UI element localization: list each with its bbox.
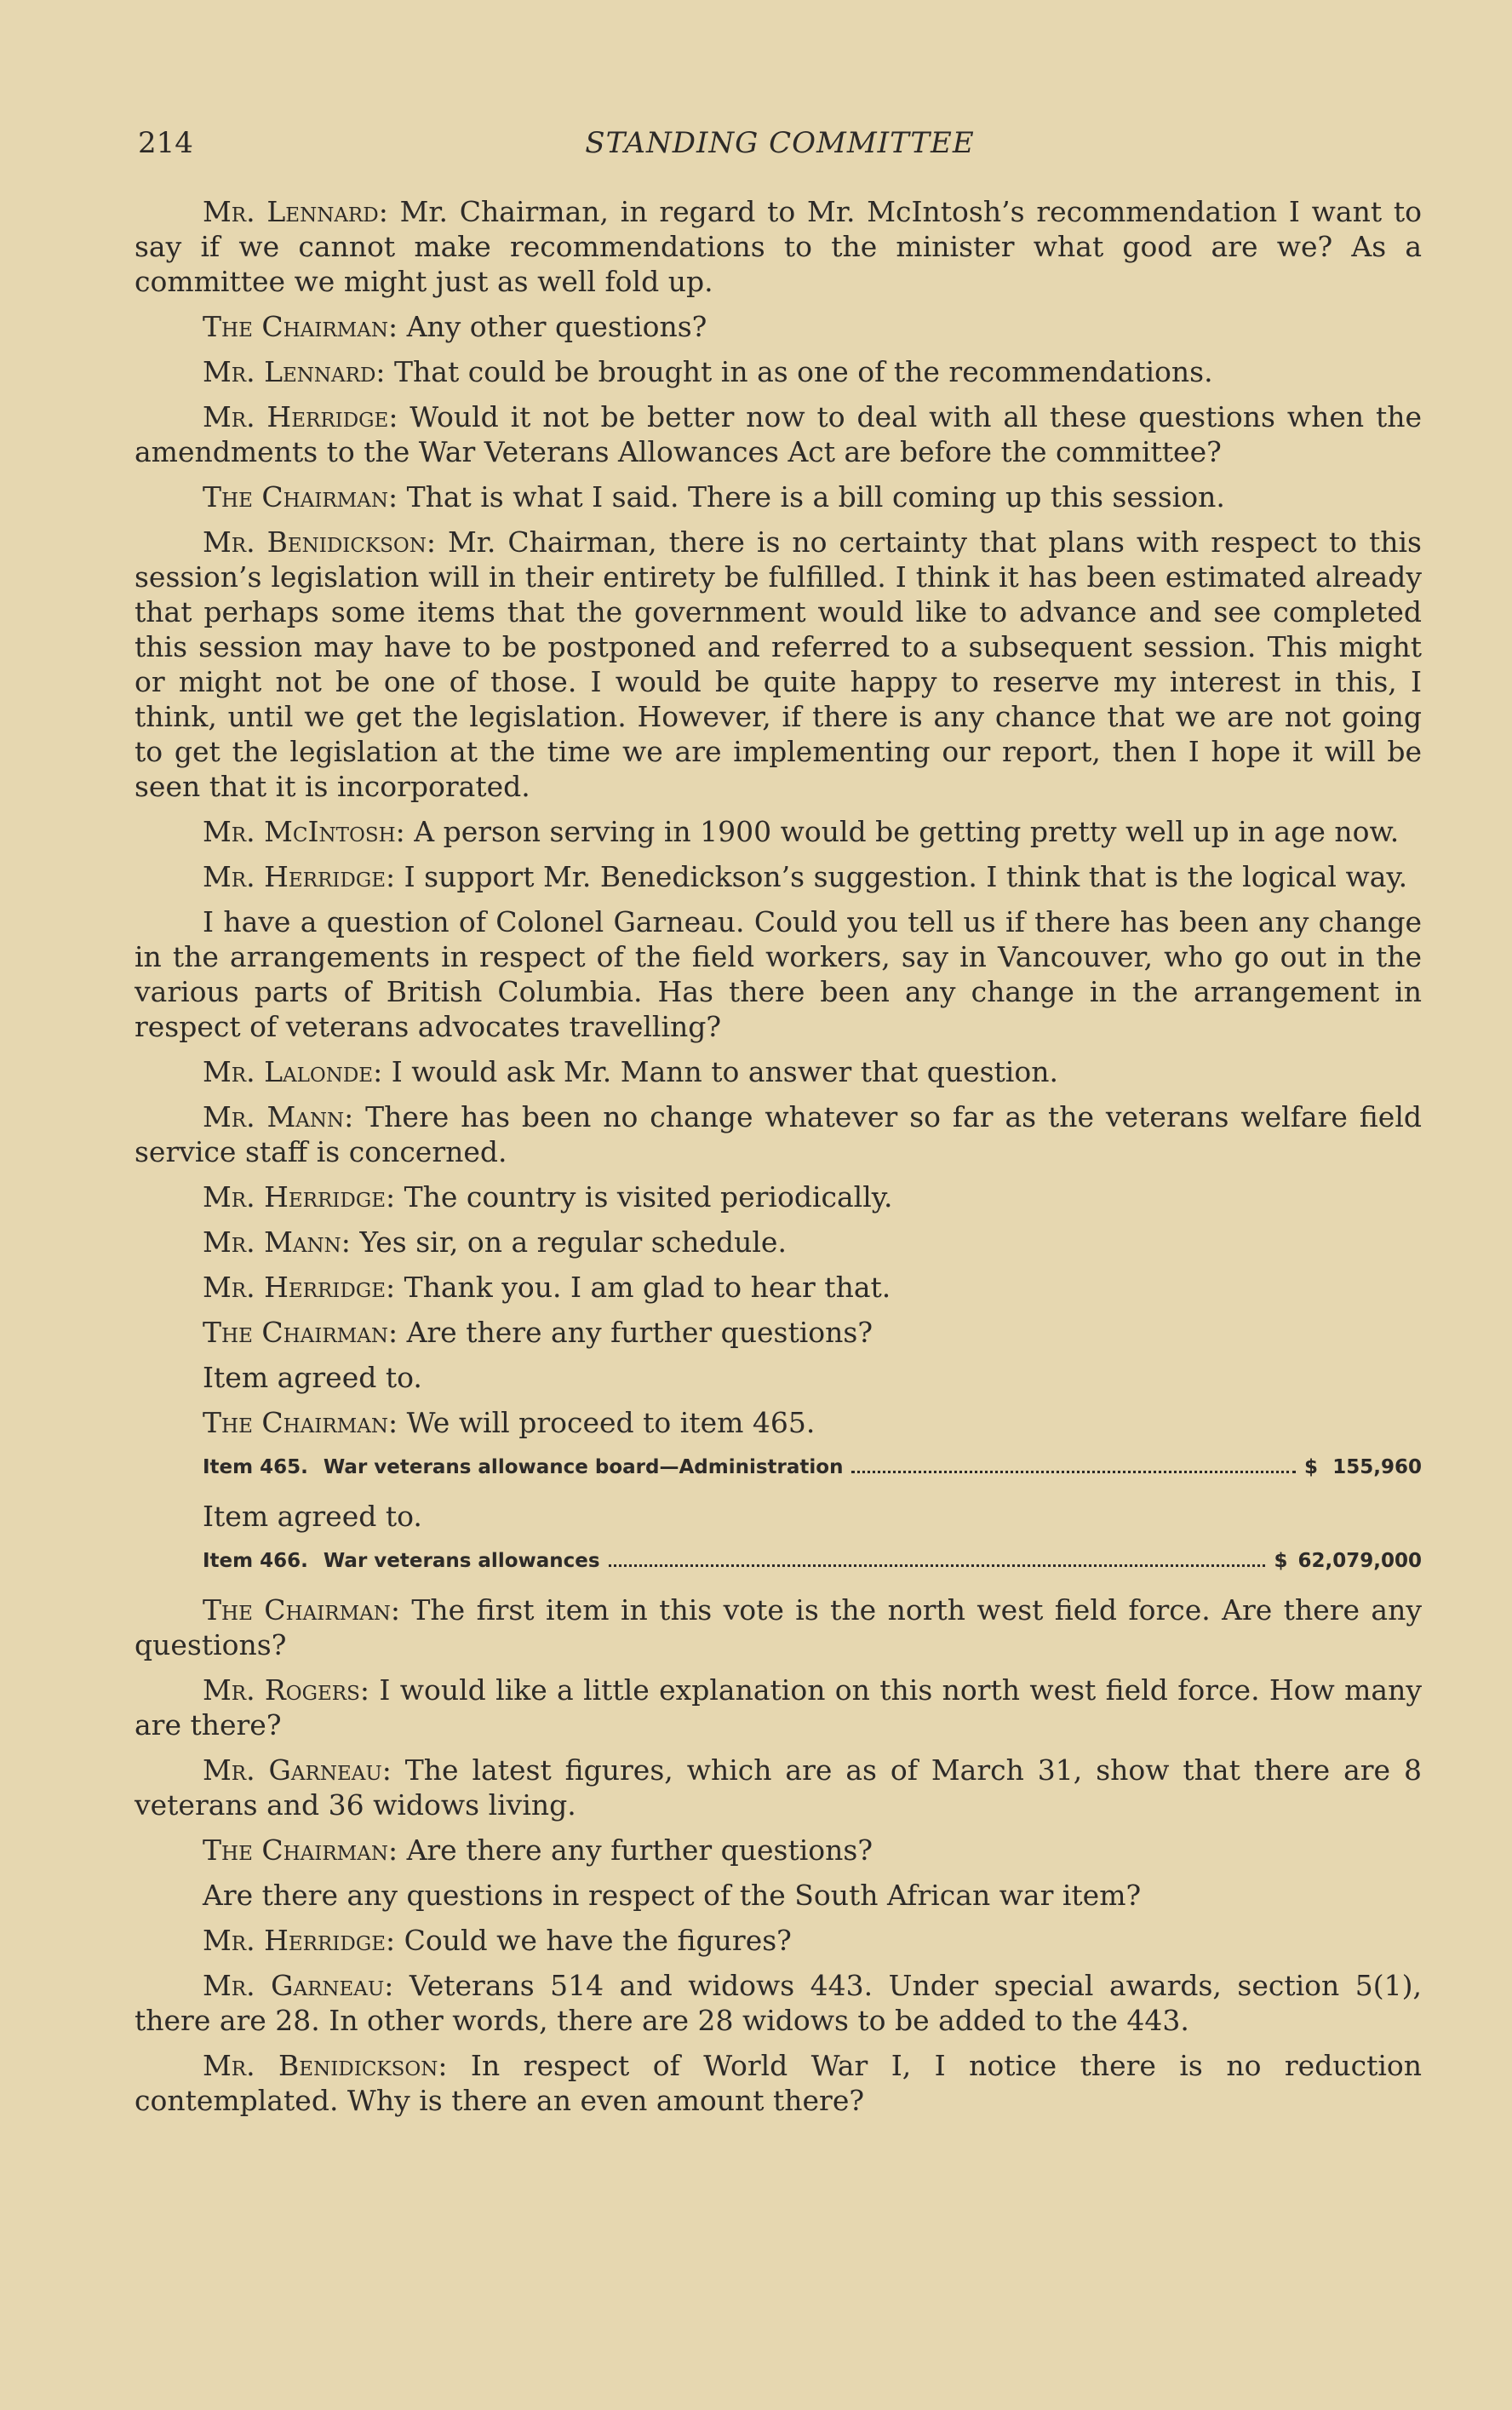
speaker-name: The Chairman:	[203, 1316, 398, 1349]
paragraph-text: In respect of World War I, I notice there is no reduction contemplated. Why is there an even amount there?	[135, 2049, 1423, 2117]
paragraph	[135, 354, 1422, 389]
running-title: STANDING COMMITTEE	[585, 126, 975, 160]
paragraph-text: Are there any further questions?	[398, 1833, 873, 1867]
speaker-name: Mr. Herridge:	[203, 1924, 396, 1957]
speaker-name: The Chairman:	[203, 1406, 398, 1439]
speaker-name: Mr. Mann:	[203, 1225, 351, 1259]
speaker-name: Mr. Lennard:	[203, 355, 386, 388]
paragraph	[135, 399, 1422, 469]
paragraph-text: A person serving in 1900 would be getting pretty well up in age now.	[404, 815, 1400, 848]
paragraph	[135, 1405, 1422, 1440]
item-amount: 155,960	[1332, 1456, 1422, 1478]
paragraph-text: I have a question of Colonel Garneau. Could you tell us if there has been any change in the arrangements in respect of the field workers, say in Vancouver, who go out in the various parts of British Columbia. Has there been any change in the arrangement in respect of veterans advocates travelling?	[135, 905, 1422, 1043]
speaker-name: Mr. Herridge:	[203, 1180, 396, 1214]
paragraph-text: Item agreed to.	[203, 1361, 422, 1394]
paragraph-text: Are there any questions in respect of the South African war item?	[203, 1879, 1142, 1912]
paragraph	[135, 859, 1422, 894]
paragraph	[135, 1753, 1422, 1822]
paragraph-text: There has been no change whatever so far as the veterans welfare field service staff is concerned.	[135, 1100, 1423, 1168]
paragraph-text: Item agreed to.	[203, 1500, 422, 1533]
item-description: War veterans allowances	[323, 1550, 600, 1572]
paragraph-text: Could we have the figures?	[395, 1924, 792, 1957]
speaker-name: Mr. Mann:	[203, 1100, 354, 1133]
paragraph-text: Would it not be better now to deal with all these questions when the amendments to the War Veterans Allowances Act are before the committee?	[135, 400, 1422, 468]
paragraph	[135, 479, 1422, 514]
paragraph	[135, 194, 1422, 299]
paragraph-text: Any other questions?	[398, 310, 707, 343]
speaker-name: Mr. Rogers:	[203, 1673, 369, 1707]
dot-leader	[609, 1564, 1266, 1567]
paragraph	[135, 1499, 1422, 1534]
speaker-name: Mr. Lalonde:	[203, 1055, 383, 1088]
paragraph	[135, 1592, 1422, 1662]
paragraph-text: We will proceed to item 465.	[398, 1406, 816, 1439]
speaker-name: Mr. Garneau:	[203, 1753, 392, 1787]
item-number: Item 466.	[203, 1550, 308, 1572]
speaker-name: The Chairman:	[203, 480, 398, 514]
paragraph	[135, 2048, 1422, 2118]
item-amount: 62,079,000	[1297, 1550, 1422, 1572]
speaker-name: The Chairman:	[203, 1833, 398, 1867]
speaker-name: Mr. Herridge:	[203, 860, 396, 893]
paragraph	[135, 1968, 1422, 2038]
currency-symbol: $	[1274, 1550, 1288, 1572]
item-description: War veterans allowance board—Administration	[323, 1456, 844, 1478]
paragraph	[135, 1054, 1422, 1089]
paragraph	[135, 1878, 1422, 1913]
paragraph	[135, 904, 1422, 1044]
paragraph	[135, 309, 1422, 344]
page-header	[138, 126, 1422, 169]
paragraph-text: The first item in this vote is the north west field force. Are there any questions?	[135, 1593, 1422, 1661]
item-number: Item 465.	[203, 1456, 308, 1478]
speaker-name: Mr. Lennard:	[203, 195, 388, 228]
paragraph	[135, 1099, 1422, 1169]
paragraph	[135, 814, 1422, 849]
dot-leader	[851, 1471, 1296, 1473]
budget-item-line	[203, 1544, 1422, 1579]
paragraph-text: Are there any further questions?	[398, 1316, 873, 1349]
budget-item-line	[203, 1450, 1422, 1485]
paragraph-text: The latest figures, which are as of March 31, show that there are 8 veterans and 36 widows living.	[135, 1753, 1422, 1822]
paragraph-text: Mr. Chairman, in regard to Mr. McIntosh’s recommendation I want to say if we cannot make recommendations to the minister what good are we? As a committee we might just as well fold up.	[135, 195, 1422, 298]
paragraph	[135, 1673, 1422, 1742]
currency-symbol: $	[1303, 1456, 1318, 1478]
speaker-name: Mr. McIntosh:	[203, 815, 405, 848]
paragraph-text: Yes sir, on a regular schedule.	[350, 1225, 787, 1259]
paragraph-text: I would like a little explanation on this north west field force. How many are there?	[135, 1673, 1422, 1742]
paragraph-text: I support Mr. Benedickson’s suggestion. I think that is the logical way.	[395, 860, 1408, 893]
paragraph	[135, 1315, 1422, 1350]
paragraph	[135, 1833, 1422, 1868]
paragraph	[135, 1360, 1422, 1395]
document-body	[135, 194, 1422, 2128]
speaker-name: Mr. Herridge:	[203, 1271, 396, 1304]
speaker-name: The Chairman:	[203, 1593, 400, 1627]
speaker-name: Mr. Benidickson:	[203, 525, 436, 559]
speaker-name: Mr. Herridge:	[203, 400, 398, 433]
paragraph-text: That is what I said. There is a bill coming up this session.	[398, 480, 1225, 514]
paragraph	[135, 1225, 1422, 1260]
paragraph-text: The country is visited periodically.	[395, 1180, 893, 1214]
paragraph	[135, 1179, 1422, 1214]
paragraph-text: Mr. Chairman, there is no certainty that plans with respect to this session’s legislation will in their entirety be fulfilled. I think it has been estimated already that perhaps some items that the government would like to advance and see completed this session may have to be postponed and referred to a subsequent session. This might or might not be one of those. I would be quite happy to reserve my interest in this, I think, until we get the legislation. However, if there is any chance that we are not going to get the legislation at the time we are implementing our report, then I hope it will be seen that it is incorporated.	[135, 525, 1422, 803]
paragraph-text: That could be brought in as one of the recommendations.	[385, 355, 1213, 388]
paragraph	[135, 525, 1422, 804]
paragraph-text: I would ask Mr. Mann to answer that question.	[382, 1055, 1058, 1088]
paragraph-text: Veterans 514 and widows 443. Under special awards, section 5(1), there are 28. In other words, there are 28 widows to be added to the 443.	[135, 1969, 1423, 2037]
page-number: 214	[138, 126, 193, 160]
paragraph-text: Thank you. I am glad to hear that.	[395, 1271, 891, 1304]
speaker-name: Mr. Garneau:	[203, 1969, 394, 2002]
paragraph	[135, 1270, 1422, 1305]
speaker-name: Mr. Benidickson:	[203, 2049, 448, 2082]
speaker-name: The Chairman:	[203, 310, 398, 343]
paragraph	[135, 1923, 1422, 1958]
